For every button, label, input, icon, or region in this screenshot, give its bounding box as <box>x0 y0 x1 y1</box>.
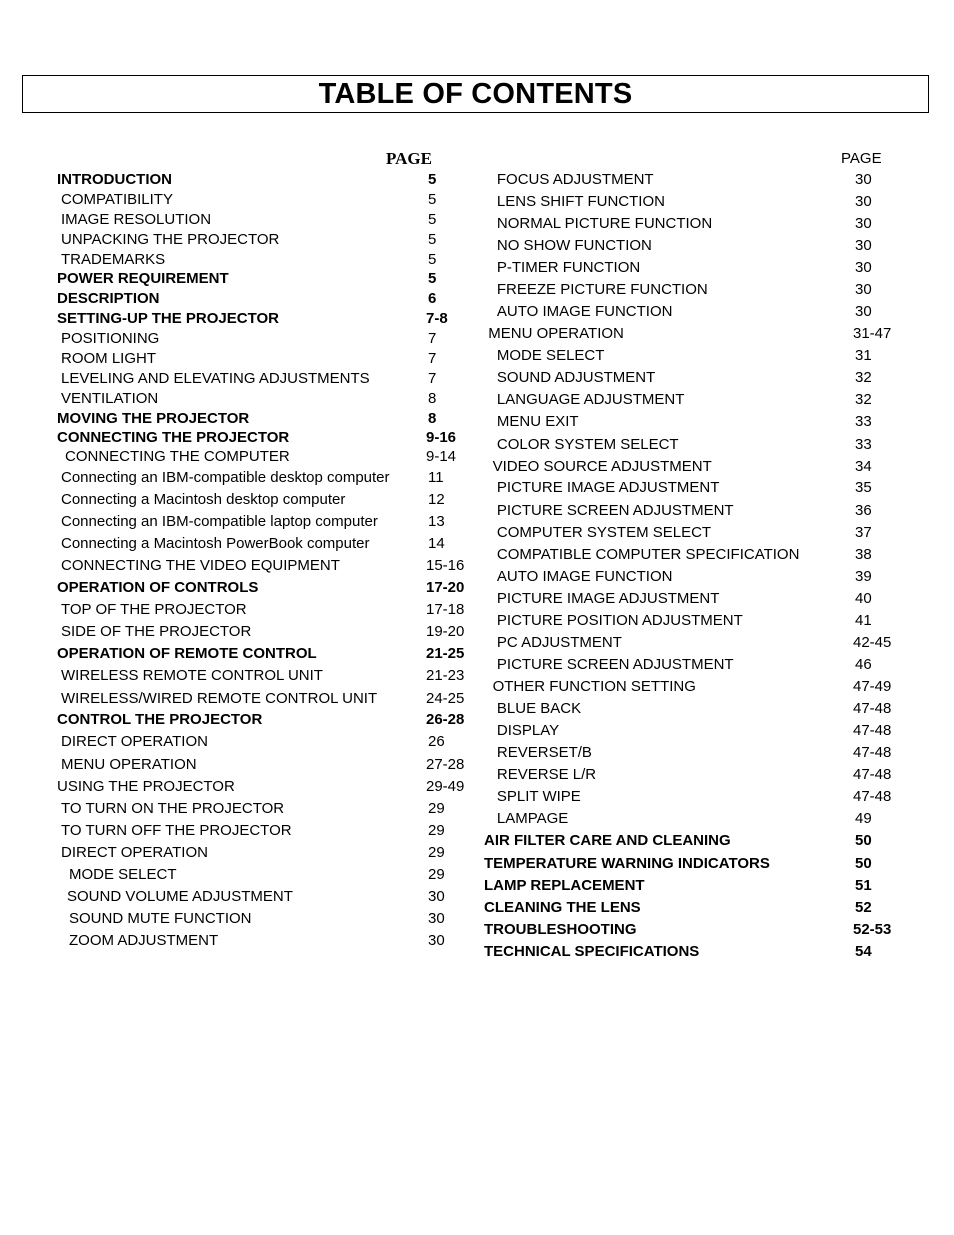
toc-entry-page: 30 <box>855 303 872 320</box>
toc-entry-page: 47-48 <box>853 744 892 761</box>
toc-entry-page: 29 <box>428 822 445 839</box>
toc-entry-label: UNPACKING THE PROJECTOR <box>61 231 280 248</box>
toc-entry-label: ZOOM ADJUSTMENT <box>69 932 219 949</box>
toc-entry-label: MENU EXIT <box>496 413 579 430</box>
toc-entry-label: FOCUS ADJUSTMENT <box>496 171 654 188</box>
toc-entry-label: MODE SELECT <box>496 347 605 364</box>
toc-entry-page: 47-48 <box>853 722 892 739</box>
toc-entry-label: REVERSE L/R <box>496 766 597 783</box>
toc-entry-page: 30 <box>855 193 872 210</box>
toc-entry-page: 52-53 <box>853 921 892 938</box>
toc-entry-page: 17-18 <box>426 601 465 618</box>
toc-entry-page: 35 <box>855 479 872 496</box>
toc-entry-page: 49 <box>855 810 872 827</box>
toc-entry-label: CONNECTING THE PROJECTOR <box>57 429 290 446</box>
toc-entry-page: 13 <box>428 513 445 530</box>
toc-entry-label: COMPATIBLE COMPUTER SPECIFICATION <box>496 546 800 563</box>
toc-entry-label: ROOM LIGHT <box>61 350 157 367</box>
toc-entry-page: 15-16 <box>426 557 465 574</box>
toc-entry-page: 32 <box>855 369 872 386</box>
toc-entry-page: 7 <box>428 350 437 367</box>
toc-entry-label: TO TURN ON THE PROJECTOR <box>61 800 285 817</box>
toc-entry-page: 5 <box>428 251 437 268</box>
page-column-header-right: PAGE <box>841 150 882 167</box>
toc-entry-label: SPLIT WIPE <box>496 788 581 805</box>
toc-entry-page: 51 <box>855 877 872 894</box>
toc-entry-label: TOP OF THE PROJECTOR <box>61 601 247 618</box>
toc-entry-label: TO TURN OFF THE PROJECTOR <box>61 822 292 839</box>
toc-entry-page: 37 <box>855 524 872 541</box>
toc-entry-page: 34 <box>855 458 872 475</box>
toc-entry-label: TECHNICAL SPECIFICATIONS <box>484 943 700 960</box>
toc-entry-label: COMPUTER SYSTEM SELECT <box>496 524 712 541</box>
toc-entry-page: 41 <box>855 612 872 629</box>
toc-entry-label: CLEANING THE LENS <box>484 899 641 916</box>
toc-entry-label: VIDEO SOURCE ADJUSTMENT <box>492 458 712 475</box>
toc-entry-label: CONNECTING THE VIDEO EQUIPMENT <box>61 557 340 574</box>
toc-entry-page: 27-28 <box>426 756 465 773</box>
toc-entry-label: VENTILATION <box>61 390 159 407</box>
toc-entry-label: MOVING THE PROJECTOR <box>57 410 250 427</box>
toc-entry-label: DESCRIPTION <box>57 290 160 307</box>
toc-entry-page: 17-20 <box>426 579 465 596</box>
toc-entry-label: LAMPAGE <box>496 810 569 827</box>
toc-entry-label: LENS SHIFT FUNCTION <box>496 193 665 210</box>
toc-entry-page: 30 <box>855 237 872 254</box>
toc-entry-label: MENU OPERATION <box>61 756 197 773</box>
toc-entry-page: 54 <box>855 943 872 960</box>
toc-entry-page: 38 <box>855 546 872 563</box>
toc-entry-label: OPERATION OF REMOTE CONTROL <box>57 645 317 662</box>
toc-entry-page: 29 <box>428 800 445 817</box>
toc-entry-page: 29-49 <box>426 778 465 795</box>
toc-entry-page: 11 <box>428 469 444 486</box>
toc-entry-page: 7 <box>428 330 437 347</box>
toc-entry-page: 40 <box>855 590 872 607</box>
toc-entry-label: SOUND MUTE FUNCTION <box>69 910 252 927</box>
toc-entry-page: 33 <box>855 413 872 430</box>
toc-entry-label: LEVELING AND ELEVATING ADJUSTMENTS <box>61 370 370 387</box>
toc-entry-label: SOUND ADJUSTMENT <box>496 369 656 386</box>
toc-entry-page: 7 <box>428 370 437 387</box>
toc-entry-label: FREEZE PICTURE FUNCTION <box>496 281 708 298</box>
toc-entry-label: COMPATIBILITY <box>61 191 173 208</box>
toc-entry-label: DIRECT OPERATION <box>61 844 208 861</box>
toc-entry-page: 47-48 <box>853 788 892 805</box>
toc-entry-page: 32 <box>855 391 872 408</box>
toc-entry-page: 33 <box>855 436 872 453</box>
toc-entry-label: LANGUAGE ADJUSTMENT <box>496 391 685 408</box>
toc-entry-page: 36 <box>855 502 872 519</box>
toc-entry-page: 26 <box>428 733 445 750</box>
toc-entry-page: 6 <box>428 290 437 307</box>
toc-entry-page: 30 <box>855 259 872 276</box>
toc-entry-label: POSITIONING <box>61 330 160 347</box>
toc-entry-label: BLUE BACK <box>496 700 582 717</box>
toc-entry-label: AUTO IMAGE FUNCTION <box>496 568 673 585</box>
toc-entry-page: 50 <box>855 855 872 872</box>
toc-entry-label: OPERATION OF CONTROLS <box>57 579 259 596</box>
toc-entry-page: 30 <box>855 171 872 188</box>
toc-entry-page: 29 <box>428 866 445 883</box>
toc-entry-page: 47-49 <box>853 678 892 695</box>
toc-entry-label: REVERSET/B <box>496 744 592 761</box>
toc-entry-page: 5 <box>428 211 437 228</box>
toc-entry-label: Connecting an IBM-compatible laptop computer <box>61 513 378 530</box>
toc-entry-page: 9-16 <box>426 429 457 446</box>
toc-entry-page: 19-20 <box>426 623 465 640</box>
toc-entry-page: 30 <box>428 932 445 949</box>
toc-entry-label: PICTURE SCREEN ADJUSTMENT <box>496 656 734 673</box>
toc-entry-label: IMAGE RESOLUTION <box>61 211 212 228</box>
toc-entry-page: 30 <box>855 215 872 232</box>
toc-entry-label: PICTURE IMAGE ADJUSTMENT <box>496 590 720 607</box>
toc-entry-page: 21-25 <box>426 645 465 662</box>
toc-entry-page: 9-14 <box>426 448 457 465</box>
toc-entry-page: 30 <box>428 888 445 905</box>
toc-entry-label: TEMPERATURE WARNING INDICATORS <box>484 855 770 872</box>
toc-entry-label: WIRELESS REMOTE CONTROL UNIT <box>61 667 323 684</box>
toc-entry-label: Connecting a Macintosh PowerBook computer <box>61 535 370 552</box>
page-title: TABLE OF CONTENTS <box>318 77 633 110</box>
toc-entry-page: 30 <box>428 910 445 927</box>
toc-entry-page: 5 <box>428 231 437 248</box>
toc-entry-label: AUTO IMAGE FUNCTION <box>496 303 673 320</box>
toc-entry-label: PICTURE SCREEN ADJUSTMENT <box>496 502 734 519</box>
toc-entry-label: NO SHOW FUNCTION <box>496 237 652 254</box>
toc-entry-page: 5 <box>428 171 437 188</box>
page-column-header-left: PAGE <box>386 149 432 168</box>
toc-entry-page: 47-48 <box>853 766 892 783</box>
toc-entry-page: 24-25 <box>426 690 465 707</box>
toc-entry-label: PICTURE POSITION ADJUSTMENT <box>496 612 743 629</box>
toc-entry-page: 39 <box>855 568 872 585</box>
toc-entry-label: NORMAL PICTURE FUNCTION <box>496 215 713 232</box>
toc-entry-page: 30 <box>855 281 872 298</box>
toc-entry-page: 14 <box>428 535 445 552</box>
toc-entry-label: Connecting a Macintosh desktop computer <box>61 491 346 508</box>
toc-entry-label: LAMP REPLACEMENT <box>484 877 645 894</box>
toc-entry-page: 26-28 <box>426 711 465 728</box>
toc-entry-page: 8 <box>428 410 437 427</box>
toc-entry-page: 46 <box>855 656 872 673</box>
toc-entry-label: DIRECT OPERATION <box>61 733 208 750</box>
toc-entry-page: 29 <box>428 844 445 861</box>
toc-entry-label: POWER REQUIREMENT <box>57 270 229 287</box>
toc-entry-page: 7-8 <box>426 310 448 327</box>
toc-entry-page: 42-45 <box>853 634 892 651</box>
toc-entry-label: DISPLAY <box>496 722 560 739</box>
toc-entry-label: MENU OPERATION <box>488 325 624 342</box>
toc-entry-page: 47-48 <box>853 700 892 717</box>
toc-entry-label: COLOR SYSTEM SELECT <box>496 436 679 453</box>
toc-entry-label: Connecting an IBM-compatible desktop computer <box>61 469 390 486</box>
toc-entry-label: P-TIMER FUNCTION <box>496 259 641 276</box>
toc-entry-page: 5 <box>428 270 437 287</box>
toc-entry-label: SIDE OF THE PROJECTOR <box>61 623 252 640</box>
toc-entry-label: SOUND VOLUME ADJUSTMENT <box>67 888 293 905</box>
toc-entry-label: MODE SELECT <box>69 866 177 883</box>
toc-entry-label: SETTING-UP THE PROJECTOR <box>57 310 279 327</box>
toc-entry-page: 8 <box>428 390 437 407</box>
toc-entry-page: 52 <box>855 899 872 916</box>
toc-entry-label: PICTURE IMAGE ADJUSTMENT <box>496 479 720 496</box>
toc-entry-label: TRADEMARKS <box>61 251 166 268</box>
toc-entry-label: INTRODUCTION <box>57 171 172 188</box>
toc-entry-page: 12 <box>428 491 445 508</box>
toc-entry-page: 31 <box>855 347 872 364</box>
toc-entry-page: 31-47 <box>853 325 892 342</box>
toc-entry-label: CONNECTING THE COMPUTER <box>65 448 290 465</box>
toc-entry-label: USING THE PROJECTOR <box>57 778 235 795</box>
toc-entry-label: CONTROL THE PROJECTOR <box>57 711 263 728</box>
toc-entry-label: WIRELESS/WIRED REMOTE CONTROL UNIT <box>61 690 378 707</box>
title-box <box>22 75 929 113</box>
toc-entry-label: TROUBLESHOOTING <box>484 921 637 938</box>
toc-entry-page: 21-23 <box>426 667 465 684</box>
toc-entry-label: AIR FILTER CARE AND CLEANING <box>484 832 731 849</box>
toc-entry-page: 50 <box>855 832 872 849</box>
toc-entry-label: OTHER FUNCTION SETTING <box>492 678 696 695</box>
toc-entry-label: PC ADJUSTMENT <box>496 634 622 651</box>
toc-entry-page: 5 <box>428 191 437 208</box>
